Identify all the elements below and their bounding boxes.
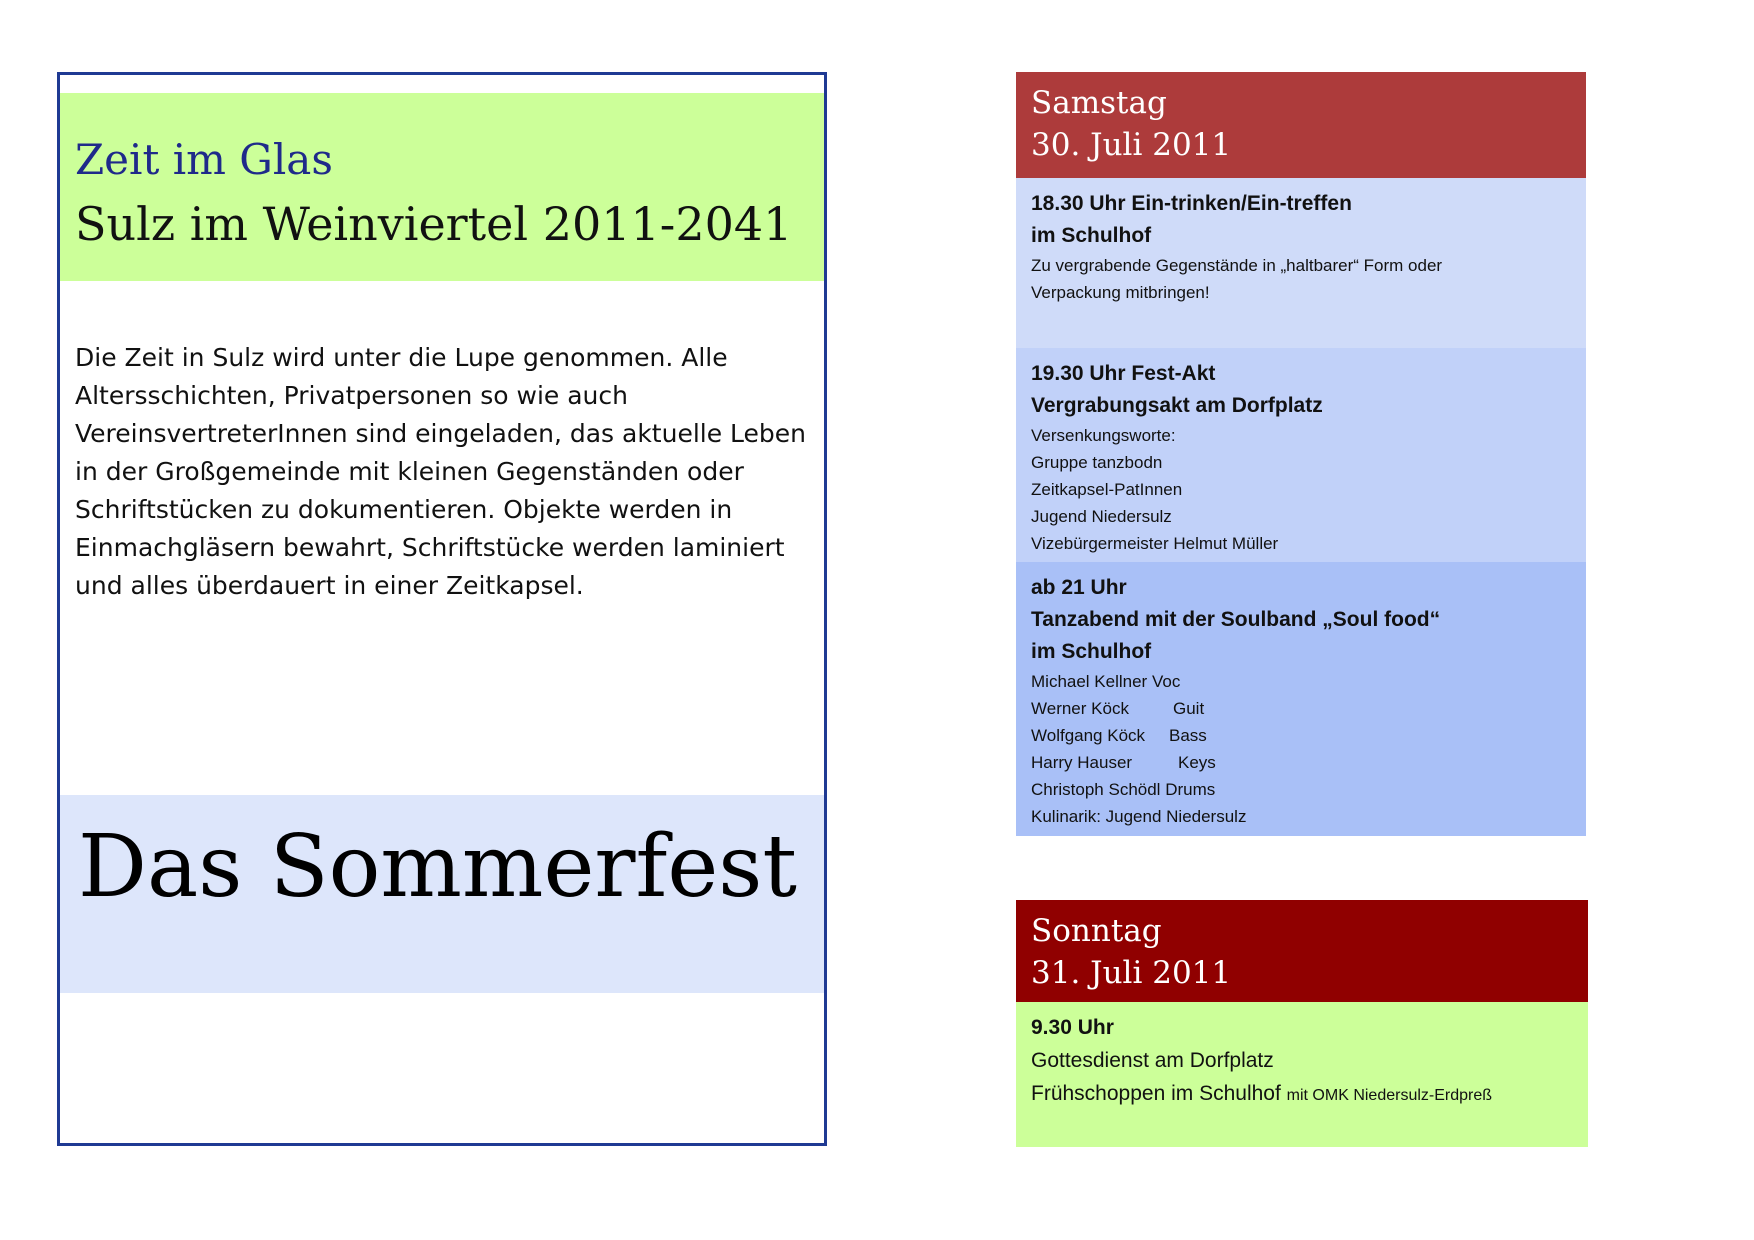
- saturday-date: 30. Juli 2011: [1031, 127, 1232, 163]
- sunday-date: 31. Juli 2011: [1031, 955, 1232, 991]
- catering-note: Kulinarik: Jugend Niedersulz: [1031, 807, 1247, 826]
- event-arrival-note: Verpackung mitbringen!: [1031, 283, 1210, 302]
- band-member-role: Guit: [1173, 699, 1205, 718]
- event-arrival-time: 18.30 Uhr Ein-trinken/Ein-treffen: [1031, 192, 1352, 215]
- band-member-role: Voc: [1151, 672, 1181, 691]
- saturday-day: Samstag: [1031, 85, 1167, 121]
- event-sunday: [1016, 1002, 1588, 1147]
- event-arrival: [1016, 178, 1586, 348]
- band-member-name: Wolfgang Köck: [1031, 726, 1146, 745]
- band-member-role: Bass: [1169, 726, 1207, 745]
- event-arrival-note: Zu vergrabende Gegenstände in „haltbarer“ Form oder: [1031, 256, 1443, 275]
- event-dance-title: Tanzabend mit der Soulband „Soul food“: [1031, 608, 1441, 631]
- event-ceremony-title: Vergrabungsakt am Dorfplatz: [1031, 394, 1323, 417]
- event-sunday-brunch: [1031, 1077, 1588, 1112]
- band-member: [1031, 695, 1586, 722]
- title-box: [60, 93, 824, 281]
- event-sunday-brunch-music: mit OMK Niedersulz-Erdpreß: [1286, 1087, 1493, 1104]
- event-ceremony: [1016, 348, 1586, 562]
- sunday-day: Sonntag: [1031, 913, 1162, 949]
- intro-paragraph: Die Zeit in Sulz wird unter die Lupe genommen. Alle Altersschichten, Privatpersonen so wie auch VereinsvertreterInnen sind eingeladen, das aktuelle Leben in der Großgemeinde mit kleinen Gegenständen oder Schriftstücken zu dokumentieren. Objekte werden in Einmachgläsern bewahrt, Schriftstücke werden laminiert und alles überdauert in einer Zeitkapsel.: [75, 343, 807, 600]
- event-title: Das Sommerfest: [78, 817, 797, 917]
- band-member-name: Werner Köck: [1031, 699, 1129, 718]
- event-sunday-time: 9.30 Uhr: [1031, 1016, 1114, 1039]
- ceremony-list-item: Zeitkapsel-PatInnen: [1031, 480, 1183, 499]
- event-title-box: [60, 795, 824, 993]
- sunday-header: [1016, 900, 1588, 1002]
- ceremony-list-item: Vizebürgermeister Helmut Müller: [1031, 534, 1279, 553]
- event-sunday-mass: Gottesdienst am Dorfplatz: [1031, 1049, 1274, 1072]
- band-member: [1031, 776, 1586, 803]
- ceremony-list-item: Gruppe tanzbodn: [1031, 453, 1163, 472]
- ceremony-list-item: Jugend Niedersulz: [1031, 507, 1172, 526]
- ceremony-list-item: Versenkungsworte:: [1031, 426, 1176, 445]
- event-arrival-location: im Schulhof: [1031, 224, 1152, 247]
- invitation-panel: [57, 72, 827, 1146]
- band-member-name: Michael Kellner: [1031, 672, 1148, 691]
- band-member-name: Christoph Schödl: [1031, 780, 1161, 799]
- saturday-header: [1016, 72, 1586, 178]
- band-member: [1031, 722, 1586, 749]
- band-member: [1031, 749, 1586, 776]
- event-dance-time: ab 21 Uhr: [1031, 576, 1127, 599]
- project-title: Zeit im Glas: [75, 135, 333, 184]
- band-member-role: Drums: [1165, 780, 1216, 799]
- event-dance-location: im Schulhof: [1031, 640, 1152, 663]
- event-dance: [1016, 562, 1586, 836]
- event-sunday-brunch-title: Frühschoppen im Schulhof: [1031, 1082, 1281, 1105]
- band-member: [1031, 668, 1586, 695]
- event-ceremony-time: 19.30 Uhr Fest-Akt: [1031, 362, 1216, 385]
- band-member-role: Keys: [1178, 753, 1216, 772]
- band-member-name: Harry Hauser: [1031, 753, 1133, 772]
- project-subtitle: Sulz im Weinviertel 2011-2041: [75, 197, 793, 251]
